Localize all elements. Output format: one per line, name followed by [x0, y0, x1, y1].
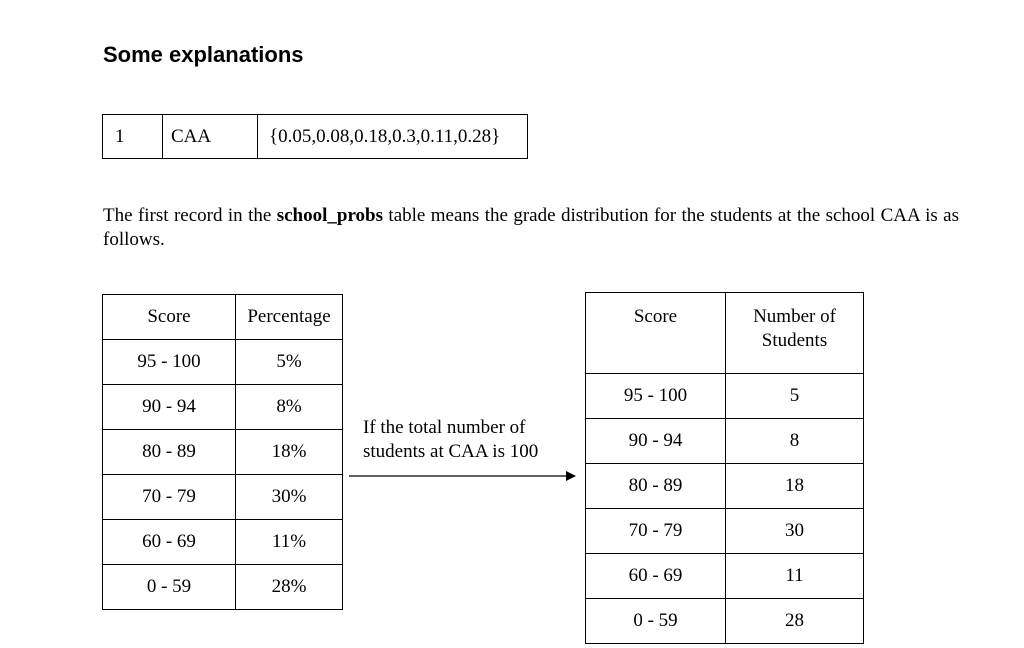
table-name: school_probs	[276, 205, 384, 226]
score-cell: 0 - 59	[586, 599, 726, 644]
table-row	[586, 599, 864, 644]
percentage-cell: 28%	[236, 565, 343, 610]
score-cell: 60 - 69	[103, 520, 236, 565]
table-row	[103, 115, 528, 159]
description-before: The first record in the	[103, 205, 277, 226]
record-id-cell: 1	[103, 115, 163, 159]
table-header-row	[586, 293, 864, 374]
table-row	[103, 340, 343, 385]
percentage-cell: 8%	[236, 385, 343, 430]
table-row	[103, 565, 343, 610]
table-row	[586, 509, 864, 554]
description-paragraph	[103, 204, 959, 252]
students-cell: 5	[726, 374, 864, 419]
score-cell: 80 - 89	[103, 430, 236, 475]
table-row	[586, 464, 864, 509]
right-arrow-icon	[349, 469, 577, 483]
record-school-cell: CAA	[163, 115, 258, 159]
table-row	[103, 385, 343, 430]
score-cell: 90 - 94	[586, 419, 726, 464]
header-number-of-students	[726, 293, 864, 374]
arrow-note-line1: If the total number of	[363, 417, 526, 438]
percentage-cell: 30%	[236, 475, 343, 520]
record-table	[102, 114, 528, 159]
header-percentage: Percentage	[236, 295, 343, 340]
header-score: Score	[103, 295, 236, 340]
table-row	[586, 419, 864, 464]
table-row	[586, 554, 864, 599]
table-row	[586, 374, 864, 419]
students-cell: 30	[726, 509, 864, 554]
table-header-row	[103, 295, 343, 340]
students-cell: 8	[726, 419, 864, 464]
table-row	[103, 430, 343, 475]
score-cell: 90 - 94	[103, 385, 236, 430]
score-cell: 60 - 69	[586, 554, 726, 599]
students-cell: 28	[726, 599, 864, 644]
score-cell: 0 - 59	[103, 565, 236, 610]
record-probs-cell: {0.05,0.08,0.18,0.3,0.11,0.28}	[258, 115, 528, 159]
score-cell: 70 - 79	[103, 475, 236, 520]
percentage-cell: 11%	[236, 520, 343, 565]
students-cell: 11	[726, 554, 864, 599]
percentage-cell: 5%	[236, 340, 343, 385]
table-row	[103, 520, 343, 565]
percentage-cell: 18%	[236, 430, 343, 475]
arrow-note	[363, 416, 538, 464]
header-score: Score	[586, 293, 726, 374]
table-row	[103, 475, 343, 520]
percentage-table	[102, 294, 343, 610]
page-heading: Some explanations	[103, 42, 304, 67]
score-cell: 95 - 100	[103, 340, 236, 385]
score-cell: 70 - 79	[586, 509, 726, 554]
students-table	[585, 292, 864, 644]
arrow-note-line2: students at CAA is 100	[363, 441, 539, 462]
students-cell: 18	[726, 464, 864, 509]
description-after: table means the grade distribution for the students at the school CAA is as follows.	[103, 205, 959, 250]
header-line1: Number of	[753, 306, 836, 327]
score-cell: 95 - 100	[586, 374, 726, 419]
header-line2: Students	[761, 330, 828, 351]
score-cell: 80 - 89	[586, 464, 726, 509]
